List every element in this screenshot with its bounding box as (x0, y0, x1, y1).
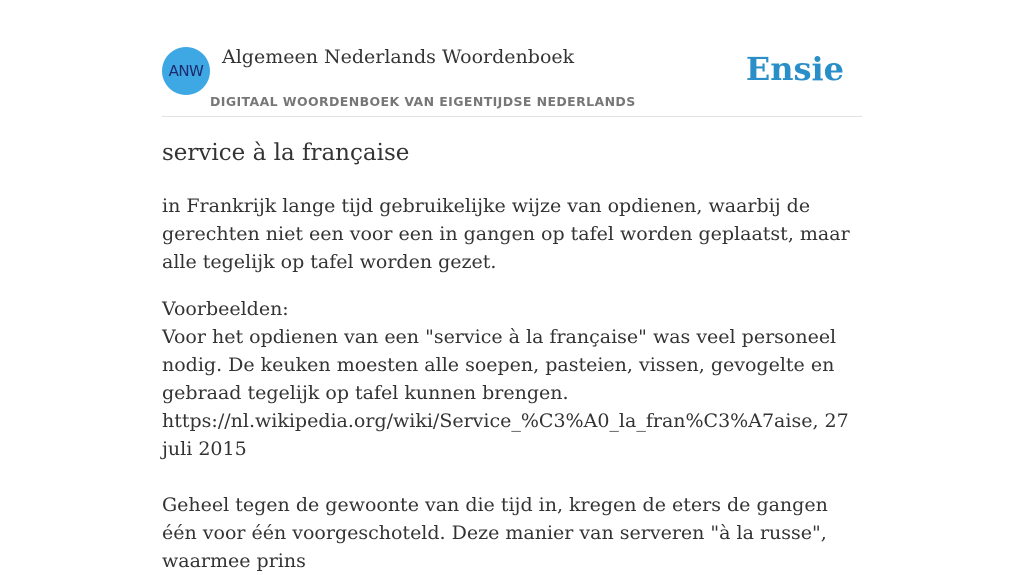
ensie-brand-link[interactable]: Ensie (745, 50, 844, 88)
entry-definition: in Frankrijk lange tijd gebruikelijke wijze van opdienen, waarbij de gerechten niet een voor een in gangen op tafel worden geplaatst, maar alle tegelijk op tafel worden gezet. (162, 195, 850, 273)
site-header (162, 0, 862, 117)
examples-label: Voorbeelden: (162, 298, 289, 320)
example-quote: Geheel tegen de gewoonte van die tijd in, kregen de eters de gangen één voor één voorgeschoteld. Deze manier van serveren "à la russe", waarmee prins (162, 494, 828, 572)
spacer (162, 463, 862, 491)
entry-title: service à la française (162, 140, 410, 166)
example-source: https://nl.wikipedia.org/wiki/Service_%C3%A0_la_fran%C3%A7aise, 27 juli 2015 (162, 410, 849, 460)
site-tagline: DIGITAAL WOORDENBOEK VAN EIGENTIJDSE NEDERLANDS (210, 94, 636, 109)
example-quote: Voor het opdienen van een "service à la française" was veel personeel nodig. De keuken moesten alle soepen, pasteien, vissen, gevogelte en gebraad tegelijk op tafel kunnen brengen. (162, 326, 837, 404)
site-title[interactable]: Algemeen Nederlands Woordenboek (222, 46, 575, 68)
anw-logo[interactable]: ANW (162, 47, 210, 95)
page (162, 0, 862, 572)
examples-section (162, 295, 862, 575)
